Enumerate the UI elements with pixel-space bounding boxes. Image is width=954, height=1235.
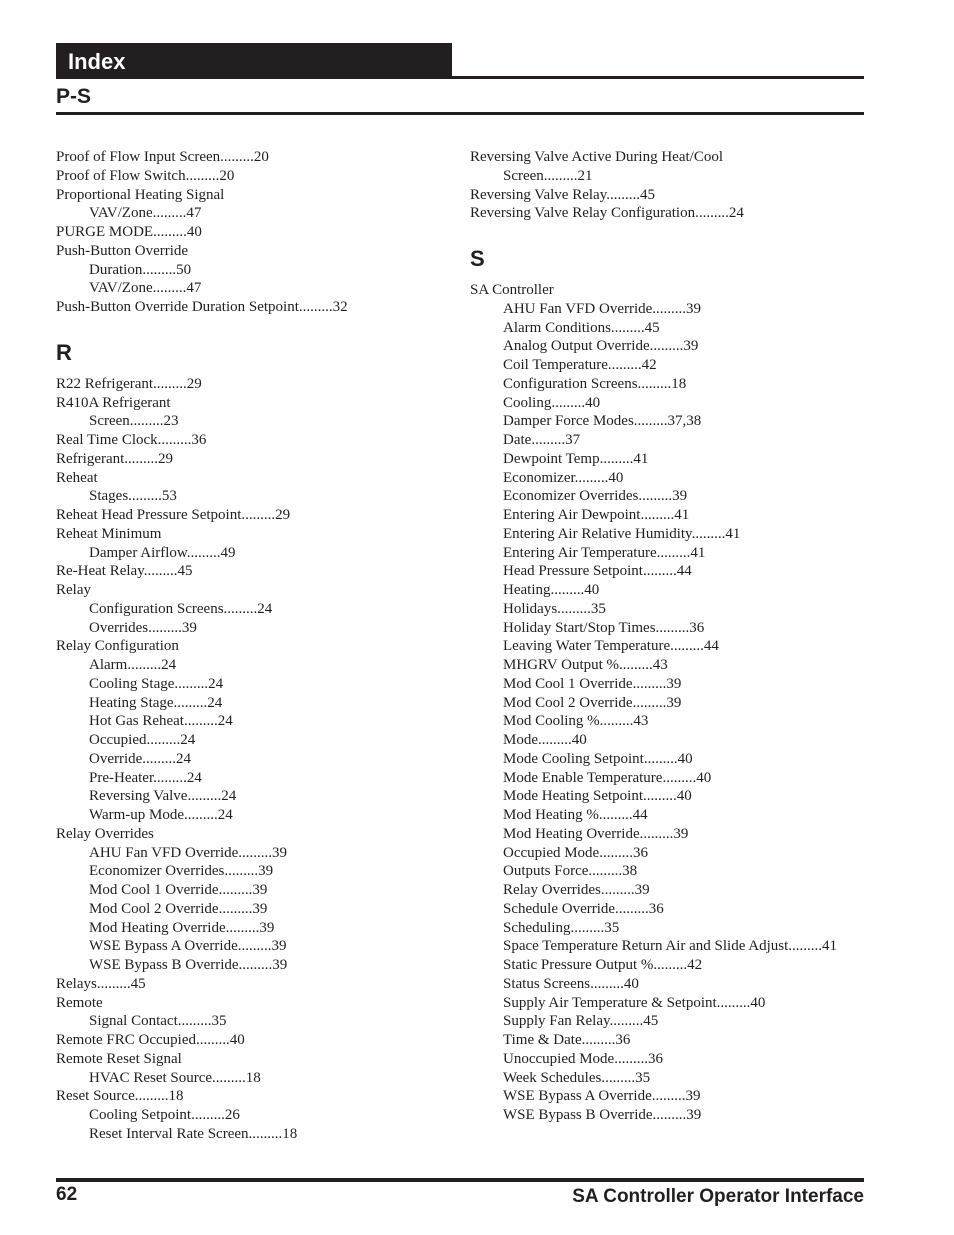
footer-rule — [56, 1178, 864, 1182]
index-subentry: VAV/Zone.........47 — [89, 280, 202, 297]
index-subentry: Holiday Start/Stop Times.........36 — [503, 619, 705, 636]
index-letter-heading: R — [56, 339, 72, 365]
index-subentry: MHGRV Output %.........43 — [503, 657, 668, 673]
index-entry: Remote Reset Signal — [56, 1050, 182, 1067]
index-entry: Push-Button Override Duration Setpoint.........32 — [56, 299, 348, 315]
index-entry: R410A Refrigerant — [56, 394, 171, 411]
index-subentry: Analog Output Override.........39 — [503, 338, 699, 355]
document-title: SA Controller Operator Interface — [572, 1186, 864, 1207]
index-subentry: Mod Cool 1 Override.........39 — [503, 675, 682, 692]
index-title: Index — [68, 49, 126, 74]
index-subentry: Relay Overrides.........39 — [503, 882, 650, 898]
index-entry: Remote FRC Occupied.........40 — [56, 1032, 245, 1048]
index-subentry: Override.........24 — [89, 750, 192, 767]
index-subentry: Mode.........40 — [503, 732, 587, 748]
index-subentry: Heating.........40 — [503, 582, 600, 598]
index-subentry: Overrides.........39 — [89, 619, 197, 636]
index-subentry: Warm-up Mode.........24 — [89, 807, 233, 823]
index-subentry: Reversing Valve.........24 — [89, 788, 237, 805]
index-entry: PURGE MODE.........40 — [56, 224, 202, 240]
index-subentry: Cooling Stage.........24 — [89, 675, 224, 692]
index-subentry: Economizer Overrides.........39 — [89, 863, 274, 880]
index-subentry: Alarm.........24 — [89, 657, 177, 673]
index-entry: R22 Refrigerant.........29 — [56, 375, 202, 392]
index-subentry: Entering Air Relative Humidity.........41 — [503, 525, 741, 542]
index-entry: Reheat Head Pressure Setpoint.........29 — [56, 507, 291, 523]
index-subentry: Mod Heating %.........44 — [503, 807, 648, 823]
index-subentry: Mod Cool 1 Override.........39 — [89, 882, 268, 898]
index-subentry: Status Screens.........40 — [503, 975, 639, 992]
index-entry: Proof of Flow Input Screen.........20 — [56, 149, 269, 165]
index-subentry: Entering Air Temperature.........41 — [503, 544, 706, 561]
index-subentry: WSE Bypass A Override.........39 — [89, 938, 287, 955]
index-subentry: Mod Heating Override.........39 — [89, 919, 275, 936]
index-column-left — [56, 148, 456, 1144]
index-entry: Refrigerant.........29 — [56, 450, 174, 467]
index-subentry: Mode Cooling Setpoint.........40 — [503, 750, 693, 767]
index-entry: Relay Overrides — [56, 825, 154, 842]
index-subentry: Alarm Conditions.........45 — [503, 319, 660, 336]
index-subentry: Occupied Mode.........36 — [503, 844, 648, 861]
index-subentry: Reset Interval Rate Screen.........18 — [89, 1125, 298, 1142]
index-subentry: Head Pressure Setpoint.........44 — [503, 563, 692, 580]
index-entry: Reset Source.........18 — [56, 1088, 184, 1105]
index-entry: Reversing Valve Relay.........45 — [470, 186, 655, 203]
index-entry: Remote — [56, 994, 103, 1011]
index-subentry: AHU Fan VFD Override.........39 — [89, 844, 288, 861]
index-subentry: Pre-Heater.........24 — [89, 769, 202, 786]
index-subentry: Cooling Setpoint.........26 — [89, 1107, 240, 1123]
index-subentry: Economizer Overrides.........39 — [503, 488, 688, 505]
index-subentry: Damper Force Modes.........37,38 — [503, 413, 702, 430]
index-subentry: Configuration Screens.........18 — [503, 375, 687, 392]
index-entry: Relay Configuration — [56, 638, 179, 655]
index-subentry: Signal Contact.........35 — [89, 1013, 227, 1030]
page-number: 62 — [56, 1184, 78, 1205]
index-subentry: Time & Date.........36 — [503, 1032, 631, 1048]
index-subentry: HVAC Reset Source.........18 — [89, 1069, 261, 1086]
index-entry: Reversing Valve Relay Configuration.........24 — [470, 205, 744, 222]
index-subentry: Schedule Override.........36 — [503, 900, 664, 917]
index-entry: Reheat Minimum — [56, 525, 162, 542]
index-subentry: WSE Bypass A Override.........39 — [503, 1088, 701, 1105]
header-rule — [56, 76, 864, 79]
index-subentry: Damper Airflow.........49 — [89, 544, 236, 561]
index-subentry: WSE Bypass B Override.........39 — [503, 1107, 702, 1123]
index-entry: Real Time Clock.........36 — [56, 432, 207, 448]
index-subentry: Dewpoint Temp.........41 — [503, 450, 649, 467]
index-entry: Reheat — [56, 469, 98, 486]
index-subentry: Scheduling.........35 — [503, 919, 620, 936]
index-subentry: Static Pressure Output %.........42 — [503, 957, 703, 973]
index-subentry: Screen.........23 — [89, 413, 179, 430]
index-subentry: Economizer.........40 — [503, 469, 624, 486]
index-subentry: Leaving Water Temperature.........44 — [503, 638, 719, 655]
index-header — [56, 43, 452, 78]
index-subentry: Space Temperature Return Air and Slide Adjust.........41 — [503, 938, 838, 955]
section-range-title: P-S — [56, 85, 92, 108]
index-subentry: Configuration Screens.........24 — [89, 600, 273, 617]
index-entry: Relays.........45 — [56, 975, 146, 992]
index-entry: Proof of Flow Switch.........20 — [56, 167, 235, 184]
index-subentry: Hot Gas Reheat.........24 — [89, 713, 233, 730]
index-subentry: Duration.........50 — [89, 261, 192, 278]
index-subentry: Stages.........53 — [89, 488, 177, 505]
index-subentry: AHU Fan VFD Override.........39 — [503, 300, 702, 317]
index-entry: SA Controller — [470, 282, 554, 298]
index-letter-heading: S — [470, 246, 485, 271]
index-subentry: Mod Cool 2 Override.........39 — [89, 900, 268, 917]
index-entry: Push-Button Override — [56, 242, 189, 259]
index-subentry: Holidays.........35 — [503, 600, 606, 617]
index-subentry: VAV/Zone.........47 — [89, 205, 202, 222]
index-subentry: Unoccupied Mode.........36 — [503, 1050, 663, 1067]
index-entry: Reversing Valve Active During Heat/Cool — [470, 149, 724, 165]
index-subentry: Mod Cooling %.........43 — [503, 713, 649, 730]
index-subentry: Outputs Force.........38 — [503, 863, 638, 880]
index-column-right — [470, 148, 864, 1125]
index-subentry: Date.........37 — [503, 432, 581, 448]
index-entry: Re-Heat Relay.........45 — [56, 563, 193, 580]
index-subentry: Week Schedules.........35 — [503, 1069, 651, 1086]
index-subentry: WSE Bypass B Override.........39 — [89, 957, 288, 973]
index-entry: Proportional Heating Signal — [56, 186, 225, 203]
index-subentry: Mod Cool 2 Override.........39 — [503, 694, 682, 711]
index-subentry: Coil Temperature.........42 — [503, 357, 657, 373]
index-subentry: Entering Air Dewpoint.........41 — [503, 507, 690, 523]
index-subentry: Mode Heating Setpoint.........40 — [503, 788, 692, 805]
index-subentry: Supply Fan Relay.........45 — [503, 1013, 659, 1030]
index-subentry: Screen.........21 — [503, 167, 593, 184]
index-subentry: Heating Stage.........24 — [89, 694, 223, 711]
index-subentry: Mod Heating Override.........39 — [503, 825, 689, 842]
index-subentry: Supply Air Temperature & Setpoint.........40 — [503, 994, 766, 1011]
section-rule — [56, 112, 864, 115]
index-subentry: Mode Enable Temperature.........40 — [503, 769, 712, 786]
index-subentry: Cooling.........40 — [503, 394, 601, 411]
index-subentry: Occupied.........24 — [89, 732, 196, 748]
index-entry: Relay — [56, 582, 91, 598]
